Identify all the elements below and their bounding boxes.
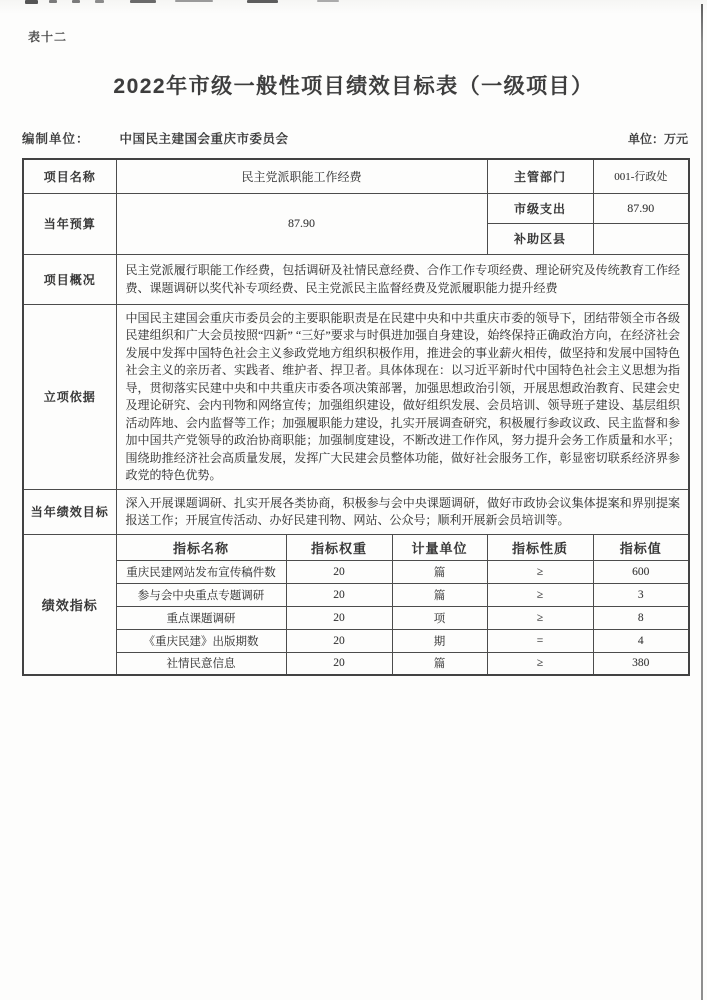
indicator-col-value: 指标值 xyxy=(593,534,689,560)
city-expense-label: 市级支出 xyxy=(487,193,593,223)
basis-text: 中国民主建国会重庆市委员会的主要职能职责是在民建中央和中共重庆市委的领导下，团结带领全市各级民建组织和广大会员按照“四新” “三好”要求与时俱进加强自身建设，始终保持正确政治方向，在经济社会发展中发挥中国特色社会主义参政党地方组织积极作用，推进会的事业薪火相传，做坚持和发展中国特色社会主义的亲历者、实践者、维护者、捍卫者。具体体现在：以习近平新时代中国特色社会主义思想为指导，贯彻落实民建中央和中共重庆市委各项决策部署，加强思想政治引领，开展思想政治教育、民建会史及理论研究、会内刊物和网络宣传；加强组织建设，做好组织发展、会员培训、领导班子建设、基层组织活动阵地、会内监督等工作；加强履职能力建设，扎实开展调查研究，积极履行参政议政、民主监督和参加中国共产党领导的政治协商职能；加强制度建设，不断改进工作作风，努力提升会务工作质量和水平；围绕助推经济社会高质量发展，发挥广大民建会员整体功能，做好社会服务工作，彰显密切联系经济界参政党的特色优势。 xyxy=(116,304,689,489)
indicator-unit: 篇 xyxy=(392,583,487,606)
annual-target-label: 当年绩效目标 xyxy=(23,489,116,534)
table-row xyxy=(23,159,689,193)
indicator-name: 重庆民建网站发布宣传稿件数 xyxy=(116,560,286,583)
prepared-by-label: 编制单位： xyxy=(22,132,90,146)
scan-artifact xyxy=(72,0,80,3)
annual-target-text: 深入开展课题调研、扎实开展各类协商，积极参与会中央课题调研，做好市政协会议集体提案和界别提案报送工作；开展宣传活动、办好民建刊物、网站、公众号；顺利开展新会员培训等。 xyxy=(116,489,689,534)
dept-value: 001-行政处 xyxy=(593,159,689,193)
overview-label: 项目概况 xyxy=(23,254,116,304)
table-row xyxy=(23,304,689,489)
indicator-value: 600 xyxy=(593,560,689,583)
scan-artifact xyxy=(95,0,104,3)
indicator-value: 380 xyxy=(593,652,689,675)
prepared-by-value: 中国民主建国会重庆市委员会 xyxy=(119,132,289,146)
indicator-header-row xyxy=(23,534,689,560)
indicators-label: 绩效指标 xyxy=(23,534,116,675)
subsidy-value xyxy=(593,223,689,254)
indicator-weight: 20 xyxy=(286,583,392,606)
table-number-tag: 表十二 xyxy=(28,30,68,44)
indicator-nature: = xyxy=(487,629,593,652)
overview-text: 民主党派履行职能工作经费，包括调研及社情民意经费、合作工作专项经费、理论研究及传统教育工作经费、课题调研以奖代补专项经费、民主党派民主监督经费及党派履职能力提升经费 xyxy=(116,254,689,304)
indicator-row xyxy=(23,606,689,629)
page-title: 2022年市级一般性项目绩效目标表（一级项目） xyxy=(113,75,594,98)
indicator-name: 社情民意信息 xyxy=(116,652,286,675)
performance-target-table xyxy=(22,158,690,676)
indicator-name: 《重庆民建》出版期数 xyxy=(116,629,286,652)
table-row xyxy=(23,489,689,534)
indicator-name: 重点课题调研 xyxy=(116,606,286,629)
scan-artifact xyxy=(317,0,339,2)
indicator-row xyxy=(23,652,689,675)
scan-artifact xyxy=(25,0,38,4)
indicator-nature: ≥ xyxy=(487,583,593,606)
indicator-col-unit: 计量单位 xyxy=(392,534,487,560)
indicator-row xyxy=(23,560,689,583)
indicator-weight: 20 xyxy=(286,629,392,652)
indicator-unit: 项 xyxy=(392,606,487,629)
city-expense-value: 87.90 xyxy=(593,193,689,223)
indicator-unit: 篇 xyxy=(392,652,487,675)
indicator-row xyxy=(23,583,689,606)
unit-label: 单位：万元 xyxy=(627,132,688,146)
indicator-value: 4 xyxy=(593,629,689,652)
dept-label: 主管部门 xyxy=(487,159,593,193)
scan-edge-line xyxy=(701,4,703,1000)
indicator-col-nature: 指标性质 xyxy=(487,534,593,560)
indicator-weight: 20 xyxy=(286,560,392,583)
indicator-col-name: 指标名称 xyxy=(116,534,286,560)
indicator-value: 8 xyxy=(593,606,689,629)
basis-label: 立项依据 xyxy=(23,304,116,489)
scan-artifact xyxy=(247,0,278,3)
meta-row xyxy=(22,129,688,147)
scan-artifact xyxy=(49,0,57,3)
indicator-weight: 20 xyxy=(286,652,392,675)
scan-artifact xyxy=(130,0,156,3)
table-row xyxy=(23,193,689,223)
table-row xyxy=(23,254,689,304)
indicator-unit: 篇 xyxy=(392,560,487,583)
indicator-nature: ≥ xyxy=(487,560,593,583)
indicator-nature: ≥ xyxy=(487,652,593,675)
project-name-label: 项目名称 xyxy=(23,159,116,193)
indicator-unit: 期 xyxy=(392,629,487,652)
project-name-value: 民主党派职能工作经费 xyxy=(116,159,487,193)
budget-label: 当年预算 xyxy=(23,193,116,254)
scan-artifact xyxy=(175,0,213,2)
indicator-row xyxy=(23,629,689,652)
subsidy-label: 补助区县 xyxy=(487,223,593,254)
indicator-col-weight: 指标权重 xyxy=(286,534,392,560)
indicator-name: 参与会中央重点专题调研 xyxy=(116,583,286,606)
indicator-value: 3 xyxy=(593,583,689,606)
indicator-nature: ≥ xyxy=(487,606,593,629)
indicator-weight: 20 xyxy=(286,606,392,629)
budget-value: 87.90 xyxy=(116,193,487,254)
